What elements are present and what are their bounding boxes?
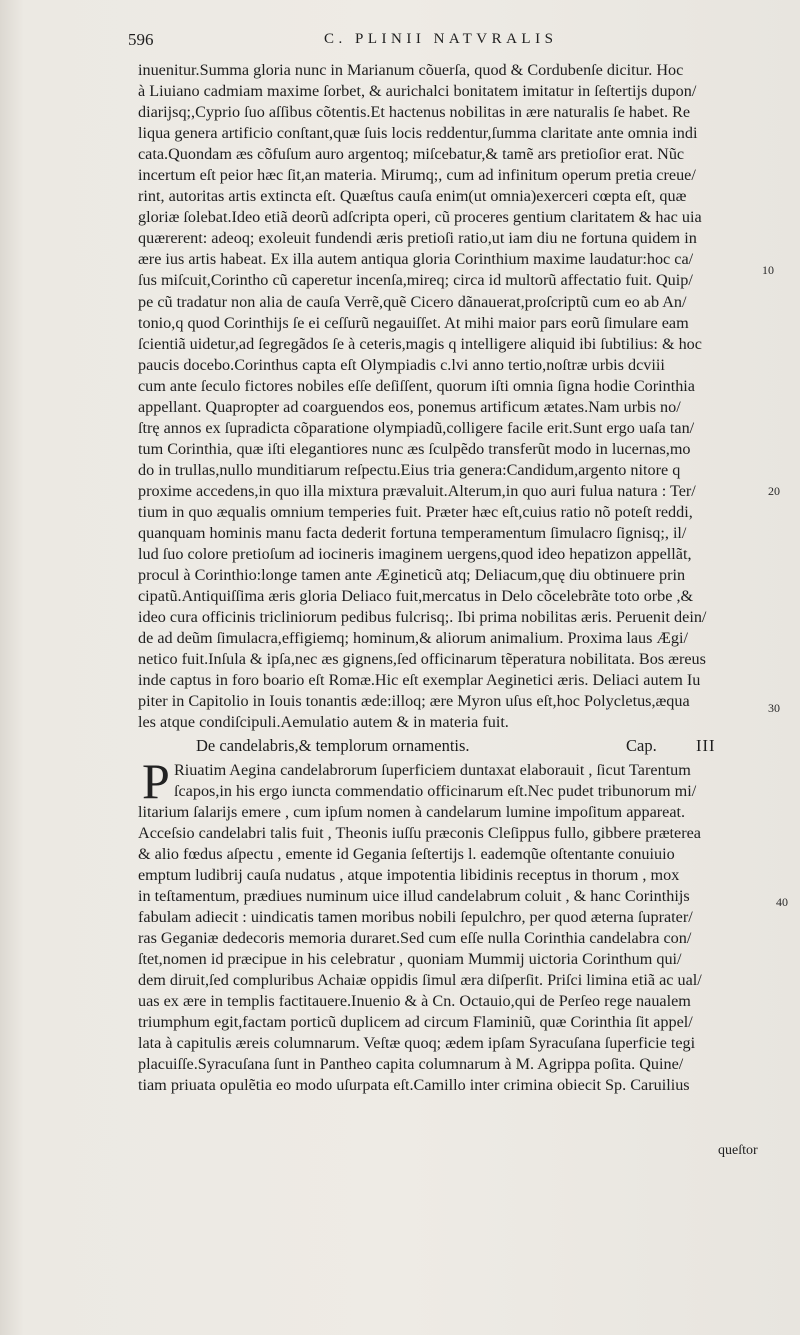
text-line: ſtrę annos ex ſupradicta cõparatione olympiadũ,colligere facile erit.Sunt ergo uaſa tan/	[138, 418, 695, 437]
text-line: Acceſsio candelabri talis fuit , Theonis iuſſu præconis Cleſippus fullo, gibbere præterea	[138, 823, 701, 842]
paragraph-2	[138, 752, 790, 1097]
section-heading	[138, 734, 790, 760]
text-line: uas ex ære in templis factitauere.Inuenio & à Cn. Octauio,qui de Perſeo rege naualem	[138, 992, 691, 1011]
text-line: placuiſſe.Syracuſana ſunt in Pantheo capita columnarum à M. Agrippa poſita. Quine/	[138, 1055, 684, 1074]
text-line: quærerent: adeoq; exoleuit fundendi æris pretioſi ratio,ut iam diu ne fortuna quidem in	[138, 229, 697, 248]
text-line: inde captus in foro boario eſt Romæ.Hic eſt exemplar Aeginetici æris. Deliaci autem Iu	[138, 671, 701, 690]
text-line: lud ſuo colore pretioſum ad iocineris imaginem uergens,quod ideo hepatizon appellãt,	[138, 545, 692, 564]
text-line: gloriæ ſolebat.Ideo etiã deorũ adſcripta operi, cũ proceres gentium claritatem & hac uia	[138, 208, 702, 227]
text-line: incertum eſt peior hæc ſit,an materia. Mirumq;, cum ad infinitum operum pretia creue/	[138, 166, 696, 185]
drop-cap: P	[142, 752, 170, 809]
text-line: ſtet,nomen id præcipue in his celebratur , quoniam Mummij uictoria Corinthum qui/	[138, 949, 682, 968]
text-line: rint, autoritas artis extincta eſt. Quæſtus cauſa enim(ut omnia)exerceri cœpta eſt, quæ	[138, 187, 687, 206]
text-line: litarium ſalarijs emere , cum ipſum nomen à candelarum lumine impoſitum appareat.	[138, 802, 686, 821]
text-line: appellant. Quapropter ad coarguendos eos, ponemus artificum ætates.Nam urbis no/	[138, 397, 681, 416]
page-number: 596	[128, 30, 154, 49]
text-line: do in trullas,nullo munditiarum reſpectu.Eius tria genera:Candidum,argento nitore q	[138, 460, 681, 479]
text-line: triumphum egit,factam porticũ duplicem ad circum Flaminiũ, quæ Corinthia ſit appel/	[138, 1013, 693, 1032]
chapter-label: Cap.	[626, 735, 657, 755]
section-title: De candelabris,& templorum ornamentis.	[196, 735, 470, 755]
text-line: ære ius artis habeat. Ex illa autem antiqua gloria Corinthium maxime laudatur:hoc ca/	[138, 250, 694, 269]
paragraph-1	[138, 60, 790, 734]
text-line: tonio,q quod Corinthijs ſe ei ceſſurũ negauiſſet. At mihi maior pars eorũ ſimulare eam	[138, 313, 689, 332]
text-line: diarijsq;,Cyprio ſuo aſſibus cõtentis.Et hactenus nobilitas in ære naturalis ſe habet. Re	[138, 103, 691, 122]
text-line: proxime accedens,in quo illa mixtura prævaluit.Alterum,in quo auri fulua natura : Ter/	[138, 481, 696, 500]
text-line: cata.Quondam æs cõfuſum auro argentoq; miſcebatur,& tamẽ ars pretioſior erat. Nũc	[138, 145, 685, 164]
text-line: cipatũ.Antiquiſſima æris gloria Deliaco fuit,mercatus in Delo cõcelebrãte toto orbe ,&	[138, 587, 694, 606]
text-line: ras Geganiæ dedecoris memoria duraret.Sed cum eſſe nulla Corinthia candelabra con/	[138, 928, 692, 947]
text-line: lata à capitulis æreis columnarum. Veſtæ quoq; ædem ipſam Syracuſana ſuperficie tegi	[138, 1034, 696, 1053]
text-line: cum ante ſeculo fictores nobiles eſſe deſiſſent, quorum iſti omnia ſigna hodie Corinthia	[138, 376, 695, 395]
text-line: les atque condiſcipuli.Aemulatio autem & in materia fuit.	[138, 713, 509, 732]
text-line: & alio fœdus aſpectu , emente id Gegania ſeſtertijs l. eademqũe oſtentante conuiuio	[138, 844, 675, 863]
margin-line-number: 10	[762, 263, 774, 277]
text-line: inuenitur.Summa gloria nunc in Marianum cõuerſa, quod & Cordubenſe dicitur. Hoc	[138, 61, 684, 79]
text-line: tiam priuata opulẽtia eo modo uſurpata eſt.Camillo inter crimina obiecit Sp. Caruilius	[138, 1076, 690, 1095]
text-block	[138, 60, 790, 1096]
text-line: ideo cura officinis tricliniorum pedibus fulcrisq;. Ibi prima nobilitas æris. Peruenit dein/	[138, 608, 707, 627]
text-line: tium in quo æqualis omnium temperies fuit. Præter hæc eſt,cuius ratio nõ poteſt reddi,	[138, 502, 693, 521]
text-line: liqua genera artificio conſtant,quæ ſuis locis reddentur,ſumma claritate ante omnia indi	[138, 124, 698, 143]
text-line: à Liuiano cadmiam maxime ſorbet, & aurichalci bonitatem imitatur in ſeſtertijs dupon/	[138, 82, 697, 101]
text-line: ſcapos,in his ergo iuncta commendatio officinarum eſt.Nec pudet tribunorum mi/	[174, 781, 697, 800]
paragraph-2-lines	[138, 760, 790, 1097]
margin-line-number: 40	[776, 895, 788, 909]
text-line: quanquam hominis manu facta dederit fortuna temperamentum ſimulacro ſignisq;, il/	[138, 524, 687, 543]
chapter-number: III	[696, 735, 716, 755]
text-line: procul à Corinthio:longe tamen ante Ægineticũ atq; Deliacum,quę diu obtinuere prin	[138, 566, 686, 585]
catchword: queſtor	[718, 1143, 758, 1158]
text-line: Riuatim Aegina candelabrorum ſuperficiem duntaxat elaborauit , ſicut Tarentum	[174, 760, 691, 779]
page-header	[128, 30, 768, 56]
text-line: emptum ludibrij cauſa nudatus , atque impotentia libidinis receptus in thorum , mox	[138, 865, 680, 884]
text-line: ſcientiã uidetur,ad ſegregãdos ſe à ceteris,magis q intelligere aliquid ibi ſubtilius: & hoc	[138, 334, 702, 353]
text-line: piter in Capitolio in Iouis tonantis æde:illoq; ære Myron uſus eſt,hoc Polycletus,æqua	[138, 692, 690, 711]
text-line: fabulam adiecit : uindicatis tamen moribus nobili ſepulchro, per quod æterna ſuprater/	[138, 907, 693, 926]
margin-line-number: 20	[768, 484, 780, 498]
text-line: in teſtamentum, prædiues numinum uice illud candelabrum coluit , & hanc Corinthijs	[138, 886, 690, 905]
text-line: tum Corinthia, quæ iſti elegantiores nunc æs ſculpẽdo transferũt modo in lucernas,mo	[138, 439, 691, 458]
text-line: netico fuit.Inſula & ipſa,nec æs gignens,ſed officinarum tẽperatura nobilitata. Bos æreus	[138, 650, 706, 669]
text-line: ſus miſcuit,Corintho cũ caperetur incenſa,mireq; circa id multorũ affectatio fuit. Quip/	[138, 271, 693, 290]
text-line: paucis docebo.Corinthus capta eſt Olympiadis c.lvi anno tertio,noſtræ urbis dcviii	[138, 355, 665, 374]
text-line: pe cũ tradatur non alia de cauſa Verrẽ,quẽ Cicero dãnauerat,proſcriptũ cum eo ab An/	[138, 292, 687, 311]
running-title: C. PLINII NATVRALIS	[324, 31, 558, 47]
margin-line-number: 30	[768, 701, 780, 715]
text-line: dem diruit,ſed compluribus Achaiæ oppidis ſimul æra diſperſit. Priſci limina etiã ac ual/	[138, 970, 702, 989]
text-line: de ad deũm ſimulacra,effigiemq; hominum,& aliorum animalium. Proxima laus Ægi/	[138, 629, 688, 648]
